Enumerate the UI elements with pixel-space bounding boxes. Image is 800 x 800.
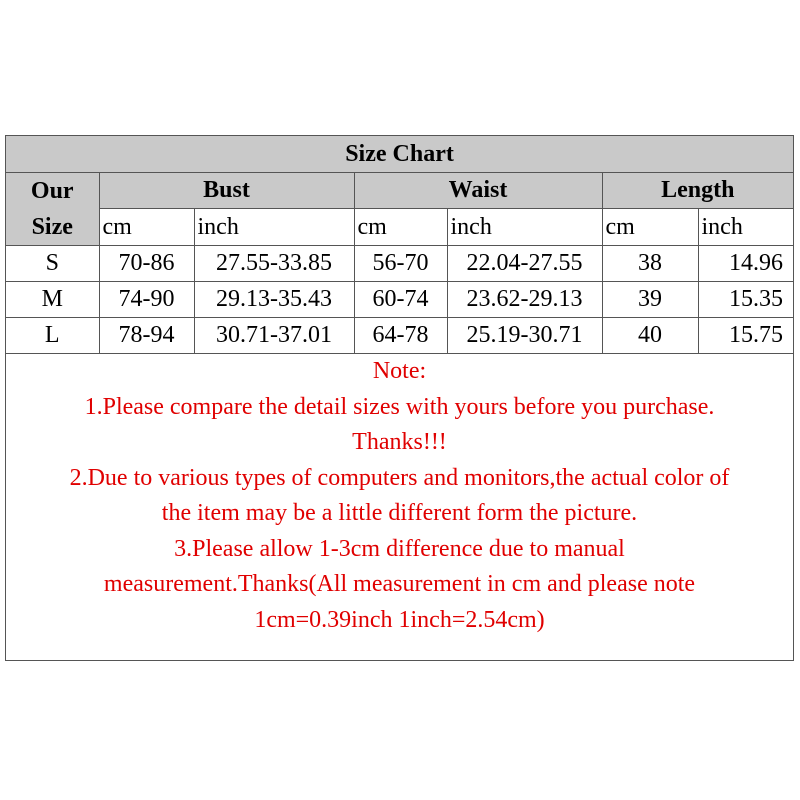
- size-cell: L: [6, 317, 99, 353]
- note-line: Thanks!!!: [352, 429, 447, 455]
- length-cm-header: cm: [602, 209, 698, 246]
- size-chart: [5, 135, 794, 661]
- waist-inch-header: inch: [447, 209, 602, 246]
- table-row: [6, 281, 793, 317]
- length-cm-cell: 38: [602, 245, 698, 281]
- bust-inch-header: inch: [194, 209, 354, 246]
- note-line: 1.Please compare the detail sizes with yours before you purchase.: [84, 393, 715, 420]
- waist-inch-cell: 25.19-30.71: [447, 317, 602, 353]
- length-inch-cell: 15.35: [698, 281, 793, 317]
- note-line: 2.Due to various types of computers and monitors,the actual color of: [69, 464, 730, 491]
- waist-cm-cell: 60-74: [354, 281, 447, 317]
- our-size-header: [6, 172, 99, 245]
- bust-cm-cell: 74-90: [99, 281, 194, 317]
- waist-header: Waist: [354, 172, 602, 209]
- bust-header: Bust: [99, 172, 354, 209]
- bust-inch-cell: 29.13-35.43: [194, 281, 354, 317]
- notes-block: [6, 354, 793, 638]
- waist-cm-cell: 64-78: [354, 317, 447, 353]
- length-inch-header: inch: [698, 209, 793, 246]
- bust-inch-cell: 30.71-37.01: [194, 317, 354, 353]
- waist-cm-header: cm: [354, 209, 447, 246]
- waist-cm-cell: 56-70: [354, 245, 447, 281]
- note-line: the item may be a little different form the picture.: [161, 500, 638, 526]
- bust-cm-header: cm: [99, 209, 194, 246]
- our-size-line1: Our: [30, 177, 74, 204]
- table-row: [6, 317, 793, 353]
- length-header: Length: [602, 172, 793, 209]
- size-cell: S: [6, 245, 99, 281]
- length-inch-cell: 15.75: [698, 317, 793, 353]
- bust-inch-cell: 27.55-33.85: [194, 245, 354, 281]
- bust-cm-cell: 70-86: [99, 245, 194, 281]
- note-line: 3.Please allow 1-3cm difference due to manual: [174, 535, 625, 562]
- waist-inch-cell: 23.62-29.13: [447, 281, 602, 317]
- note-line: 1cm=0.39inch 1inch=2.54cm): [254, 606, 545, 633]
- waist-inch-cell: 22.04-27.55: [447, 245, 602, 281]
- table-row: [6, 245, 793, 281]
- length-cm-cell: 40: [602, 317, 698, 353]
- size-cell: M: [6, 281, 99, 317]
- our-size-line2: Size: [31, 213, 73, 240]
- length-inch-cell: 14.96: [698, 245, 793, 281]
- note-line: measurement.Thanks(All measurement in cm and please note: [103, 571, 696, 597]
- bust-cm-cell: 78-94: [99, 317, 194, 353]
- length-cm-cell: 39: [602, 281, 698, 317]
- note-heading: Note:: [372, 358, 427, 384]
- size-table: [6, 136, 793, 354]
- table-title: Size Chart: [6, 136, 793, 172]
